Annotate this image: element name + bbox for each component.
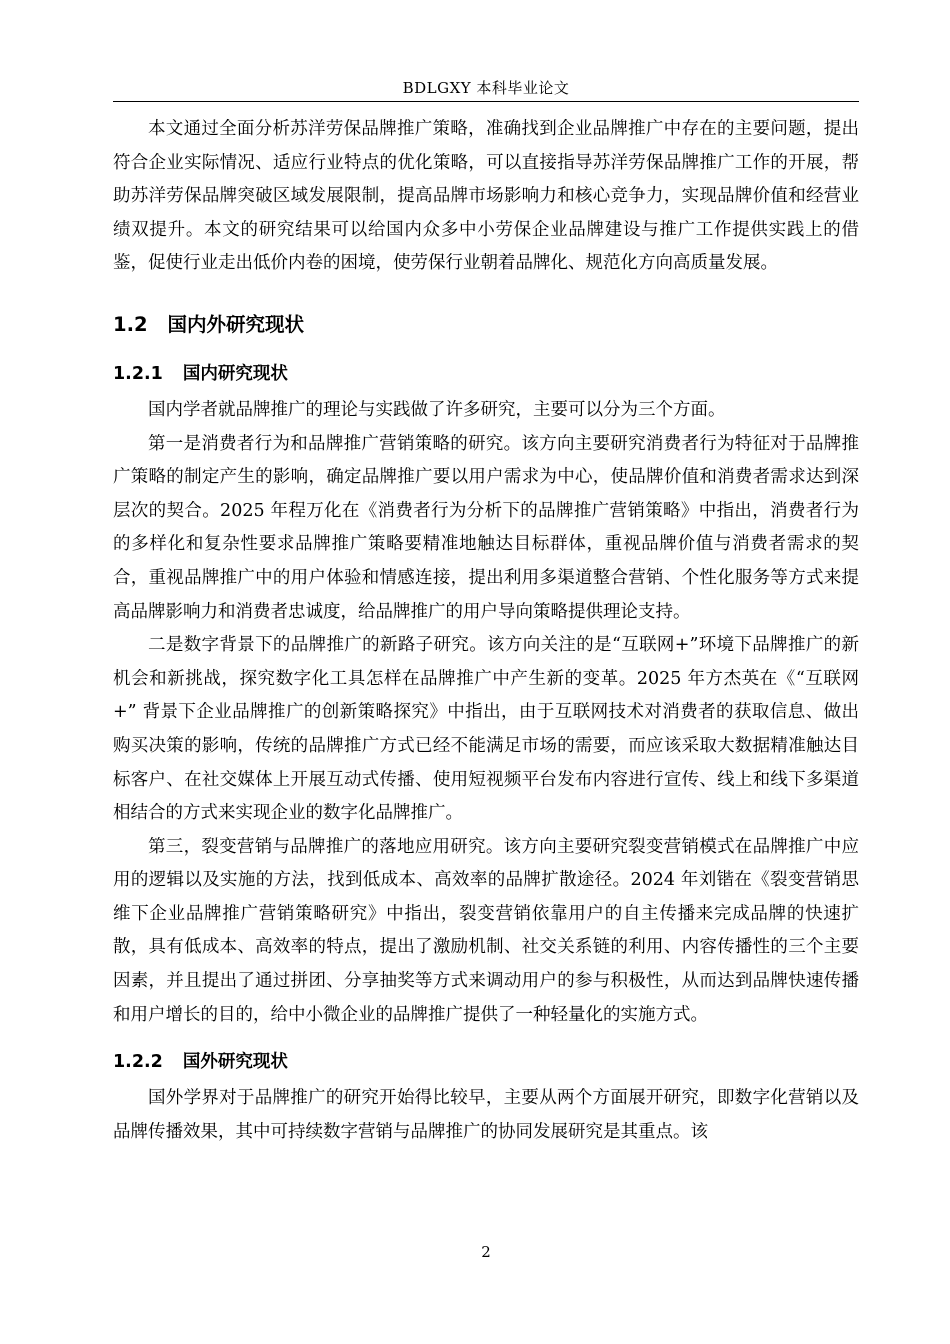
domestic-paragraph-fission-marketing: 第三，裂变营销与品牌推广的落地应用研究。该方向主要研究裂变营销模式在品牌推广中应用的逻辑以及实施的方法，找到低成本、高效率的品牌扩散途径。2024 年刘锴在《裂变营销思维下企业品牌推广营销策略研究》中指出，裂变营销依靠用户的自主传播来完成品牌的快速扩散，具有低成本、高效率的特点，提出了激励机制、社交关系链的利用、内容传播性的三个主要因素，并且提出了通过拼团、分享抽奖等方式来调动用户的参与积极性，从而达到品牌快速传播和用户增长的目的，给中小微企业的品牌推广提供了一种轻量化的实施方式。 xyxy=(113,836,859,1025)
domestic-paragraph-consumer-behavior: 第一是消费者行为和品牌推广营销策略的研究。该方向主要研究消费者行为特征对于品牌推广策略的制定产生的影响，确定品牌推广要以用户需求为中心，使品牌价值和消费者需求达到深层次的契合。2025 年程万化在《消费者行为分析下的品牌推广营销策略》中指出，消费者行为的多样化和复杂性要求品牌推广策略要精准地触达目标群体，重视品牌价值与消费者需求的契合，重视品牌推广中的用户体验和情感连接，提出利用多渠道整合营销、个性化服务等方式来提高品牌影响力和消费者忠诚度，给品牌推广的用户导向策略提供理论支持。 xyxy=(113,433,859,622)
subsection-heading-1-2-1 xyxy=(113,358,859,390)
page-number: 2 xyxy=(481,1243,491,1261)
subsection-title: 国内研究现状 xyxy=(182,363,288,384)
page-body xyxy=(113,113,859,1149)
domestic-paragraph-overview: 国内学者就品牌推广的理论与实践做了许多研究，主要可以分为三个方面。 xyxy=(148,399,726,420)
subsection-title: 国外研究现状 xyxy=(182,1052,288,1073)
domestic-paragraph-digital: 二是数字背景下的品牌推广的新路子研究。该方向关注的是“互联网+”环境下品牌推广的新机会和新挑战，探究数字化工具怎样在品牌推广中产生新的变革。2025 年方杰英在《“互联网 +” 背景下企业品牌推广的创新策略探究》中指出，由于互联网技术对消费者的获取信息、做出购买决策的影响，传统的品牌推广方式已经不能满足市场的需要，而应该采取大数据精准触达目标客户、在社交媒体上开展互动式传播、使用短视频平台发布内容进行宣传、线上和线下多渠道相结合的方式来实现企业的数字化品牌推广。 xyxy=(113,635,859,824)
header-rule xyxy=(113,101,859,102)
subsection-number: 1.2.2 xyxy=(113,1052,163,1073)
running-header: BDLGXY 本科毕业论文 xyxy=(402,79,570,97)
subsection-number: 1.2.1 xyxy=(113,363,163,384)
section-heading-1-2 xyxy=(113,306,859,344)
subsection-heading-1-2-2 xyxy=(113,1046,859,1078)
section-title: 国内外研究现状 xyxy=(167,312,305,336)
foreign-paragraph-overview: 国外学界对于品牌推广的研究开始得比较早，主要从两个方面展开研究，即数字化营销以及品牌传播效果，其中可持续数字营销与品牌推广的协同发展研究是其重点。该 xyxy=(113,1088,859,1142)
section-number: 1.2 xyxy=(113,312,148,336)
intro-paragraph: 本文通过全面分析苏洋劳保品牌推广策略，准确找到企业品牌推广中存在的主要问题，提出符合企业实际情况、适应行业特点的优化策略，可以直接指导苏洋劳保品牌推广工作的开展，帮助苏洋劳保品牌突破区域发展限制，提高品牌市场影响力和核心竞争力，实现品牌价值和经营业绩双提升。本文的研究结果可以给国内众多中小劳保企业品牌建设与推广工作提供实践上的借鉴，促使行业走出低价内卷的困境，使劳保行业朝着品牌化、规范化方向高质量发展。 xyxy=(113,119,859,274)
